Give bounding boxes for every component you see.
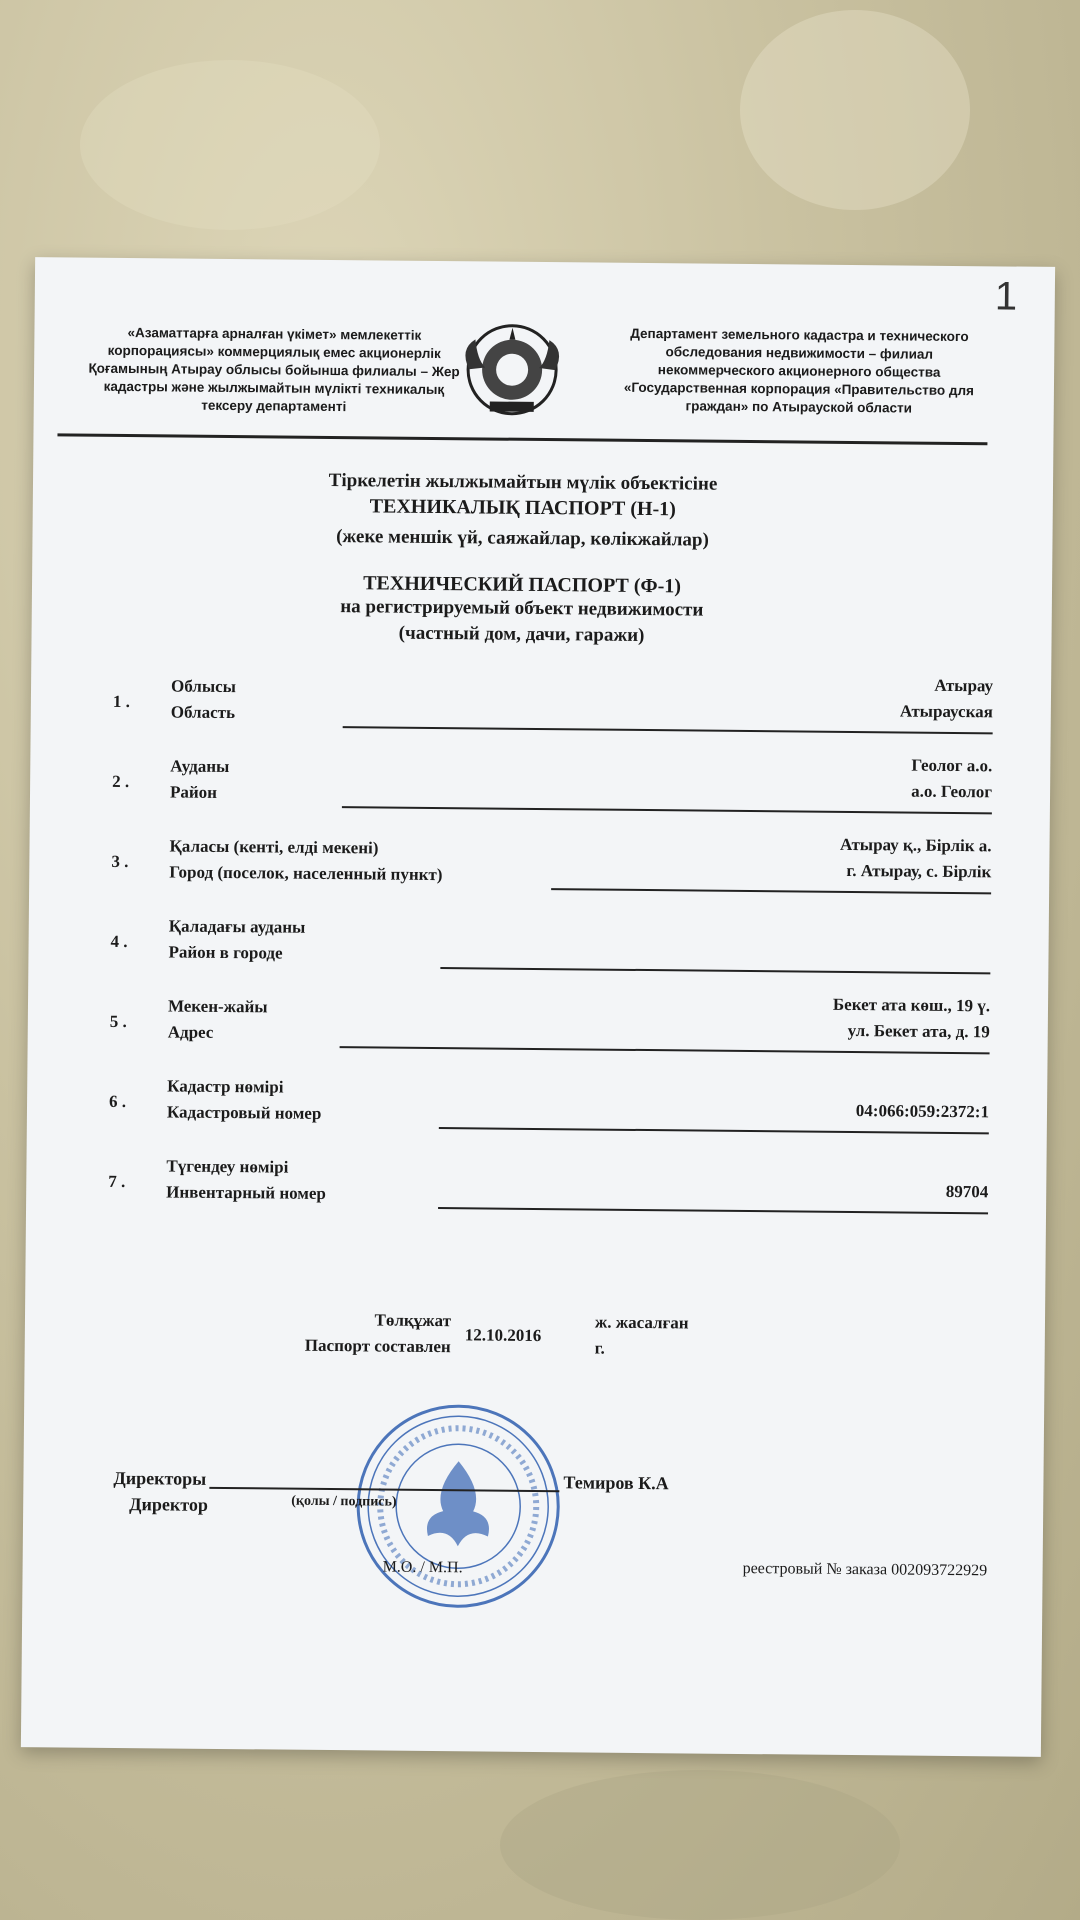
field-label-ru: Город (поселок, населенный пункт) xyxy=(169,862,443,885)
field-number: 4 . xyxy=(110,931,128,952)
field-value-ru: а.о. Геолог xyxy=(911,781,993,802)
field-underline xyxy=(551,888,991,894)
title-ru-line2: на регистрируемый объект недвижимости xyxy=(340,596,704,621)
compiled-suffix-kz: ж. жасалған xyxy=(594,1312,689,1333)
field-label-kz: Қаладағы ауданы xyxy=(168,916,306,937)
tablecloth-flower-motif xyxy=(740,10,970,210)
field-value-kz: Атырау xyxy=(934,675,994,696)
director-label-kz: Директоры xyxy=(113,1467,207,1489)
field-cadastral-number xyxy=(89,1070,990,1149)
field-city-district xyxy=(90,910,991,989)
field-number: 3 . xyxy=(111,851,129,872)
seal-place-label: М.О. / М.П. xyxy=(382,1558,463,1577)
field-label-kz: Кадастр нөмірі xyxy=(167,1076,284,1097)
field-value-kz: Бекет ата көш., 19 ү. xyxy=(832,994,991,1016)
field-label-kz: Түгендеу нөмірі xyxy=(166,1156,289,1177)
header-right-line: обследования недвижимости – филиал xyxy=(665,344,934,362)
field-value-ru: г. Атырау, с. Бірлік xyxy=(846,860,992,882)
field-label-ru: Инвентарный номер xyxy=(166,1182,327,1203)
field-city xyxy=(91,830,992,909)
field-value-ru: 04:066:059:2372:1 xyxy=(855,1101,990,1122)
kazakhstan-emblem-icon xyxy=(457,319,568,424)
field-underline xyxy=(342,806,992,814)
header-right-line: «Государственная корпорация «Правительство для xyxy=(623,379,975,399)
header-left-line: «Азаматтарға арналған үкімет» мемлекеттік xyxy=(127,325,422,343)
field-underline xyxy=(439,1127,989,1134)
director-name: Темиров К.А xyxy=(563,1472,669,1494)
header-right-line: Департамент земельного кадастра и технического xyxy=(630,325,969,345)
title-ru-line3: (частный дом, дачи, гаражи) xyxy=(398,622,645,647)
field-value-kz: Геолог а.о. xyxy=(911,755,993,776)
field-number: 6 . xyxy=(108,1091,127,1112)
field-label-kz: Облысы xyxy=(170,676,237,697)
field-inventory-number xyxy=(88,1150,989,1229)
field-label-ru: Кадастровый номер xyxy=(166,1102,322,1123)
title-ru-line1: ТЕХНИЧЕСКИЙ ПАСПОРТ (Ф-1) xyxy=(363,572,682,598)
handwritten-page-number: 1 xyxy=(994,274,1018,319)
field-number: 7 . xyxy=(108,1171,126,1192)
field-label-kz: Мекен-жайы xyxy=(167,996,268,1017)
header-left-kz xyxy=(74,324,475,418)
header-left-line: тексеру департаменті xyxy=(201,397,347,415)
registry-order-number: реестровый № заказа 002093722929 xyxy=(742,1559,988,1580)
field-underline xyxy=(340,1046,990,1054)
header-right-line: некоммерческого акционерного общества xyxy=(657,362,941,380)
header-divider xyxy=(57,433,987,445)
field-label-ru: Район в городе xyxy=(168,942,283,963)
field-value-ru: Атырауская xyxy=(899,701,993,722)
director-label-ru: Директор xyxy=(129,1494,209,1515)
field-underline xyxy=(438,1207,988,1214)
header-right-line: граждан» по Атырауской области xyxy=(685,398,913,416)
field-number: 2 . xyxy=(112,771,130,792)
header-left-line: Қоғамының Атырау облысы бойынша филиалы – Жер xyxy=(88,360,460,380)
field-label-ru: Область xyxy=(170,702,236,723)
field-value-ru: ул. Бекет ата, д. 19 xyxy=(847,1020,990,1042)
field-label-ru: Район xyxy=(169,782,218,802)
field-number: 5 . xyxy=(109,1011,127,1032)
field-region xyxy=(93,670,994,749)
field-label-kz: Қаласы (кенті, елді мекені) xyxy=(169,836,379,858)
header-left-line: корпорациясы» коммерциялық емес акционерлік xyxy=(107,342,441,362)
tablecloth-leaf-motif xyxy=(500,1770,900,1920)
field-label-ru: Адрес xyxy=(167,1022,214,1042)
signature-caption: (қолы / подпись) xyxy=(291,1493,397,1510)
compiled-date: 12.10.2016 xyxy=(464,1325,542,1346)
field-address xyxy=(89,990,990,1069)
tablecloth-flower-motif xyxy=(80,60,380,230)
header-left-line: кадастры және жылжымайтын мүлікті техникалық xyxy=(103,378,445,398)
field-underline xyxy=(343,726,993,734)
compiled-suffix-ru: г. xyxy=(594,1338,605,1358)
field-number: 1 . xyxy=(112,691,131,712)
field-label-kz: Ауданы xyxy=(170,756,230,777)
title-kz-line1: Тіркелетін жылжымайтын мүлік объектісіне xyxy=(328,469,718,495)
technical-passport-document xyxy=(21,257,1055,1757)
header-right-ru xyxy=(594,325,1005,419)
field-value-kz: Атырау қ., Бірлік а. xyxy=(839,834,992,856)
field-underline xyxy=(440,967,990,974)
compiled-label-kz: Төлқұжат xyxy=(374,1310,452,1331)
title-kz-line3: (жеке меншік үй, саяжайлар, көлікжайлар) xyxy=(336,526,709,551)
field-value-ru: 89704 xyxy=(945,1181,989,1202)
field-district xyxy=(92,750,993,829)
compiled-label-ru: Паспорт составлен xyxy=(304,1335,451,1357)
title-kz-line2: ТЕХНИКАЛЫҚ ПАСПОРТ (Н-1) xyxy=(369,495,676,521)
